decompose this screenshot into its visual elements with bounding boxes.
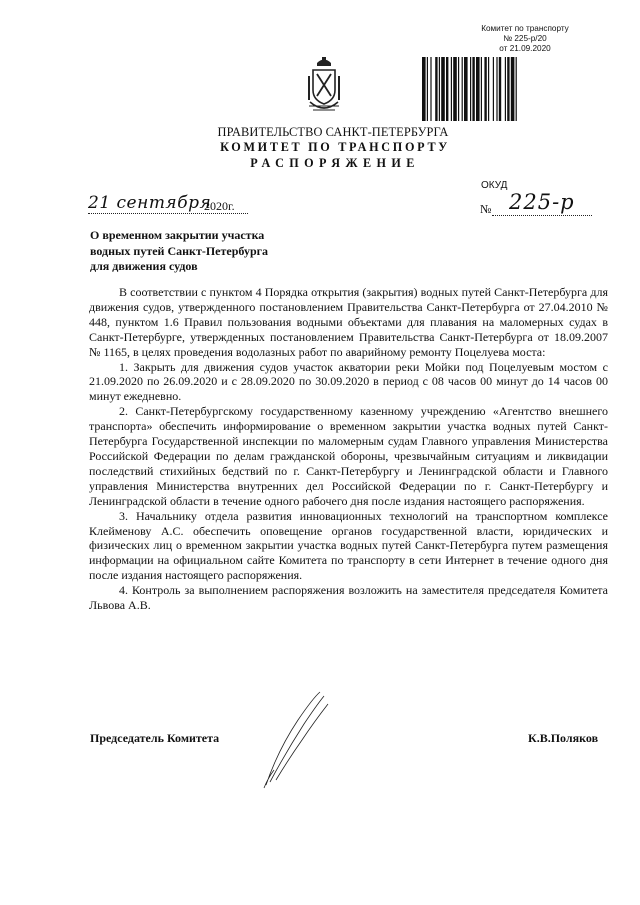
handwritten-date: 21 сентября — [88, 193, 212, 213]
date-underline — [88, 213, 248, 214]
number-underline — [492, 215, 592, 216]
signatory-name: К.В.Поляков — [528, 731, 599, 745]
item-4-paragraph: 4. Контроль за выполнением распоряжения возложить на заместителя председателя Комитета Львова А.В. — [89, 583, 608, 613]
item-3-paragraph: 3. Начальнику отдела развития инновационных технологий на транспортном комплексе Клейменову А.С. обеспечить оповещение органов государственной власти, юридических и физических лиц о временном закрытии участка водных путей Санкт-Петербурга путем размещения информации на официальном сайте Комитета по транспорту в сети Интернет в течение одного дня после издания настоящего распоряжения. — [89, 508, 608, 583]
barcode-bar — [511, 57, 515, 121]
title-line-3: для движения судов — [90, 259, 198, 274]
barcode-bar — [470, 57, 471, 121]
barcode-bar — [481, 57, 482, 121]
barcode-bar — [464, 57, 468, 121]
handwritten-signature — [258, 690, 338, 790]
barcode-bar — [453, 57, 457, 121]
barcode-bar — [451, 57, 452, 121]
barcode-bar — [499, 57, 501, 121]
barcode-bar — [472, 57, 474, 121]
government-heading: ПРАВИТЕЛЬСТВО САНКТ-ПЕТЕРБУРГА — [217, 125, 449, 139]
intro-paragraph: В соответствии с пунктом 4 Порядка открытия (закрытия) водных путей Санкт-Петербурга для движения судов, утвержденного постановлением Правительства Санкт-Петербурга от 27.04.2010 № 448, пунктом 1.6 Правил пользования водными объектами для плавания на маломерных судах в Санкт-Петербурге, утвержденных постановлением Правительства Санкт-Петербурга от 18.09.2007 № 1165, в целях проведения водолазных работ по аварийному ремонту Поцелуева моста: — [89, 285, 608, 359]
date-year: 2020г. — [204, 199, 235, 213]
barcode-bar — [430, 57, 431, 121]
barcode-bar — [446, 57, 448, 121]
barcode — [422, 57, 574, 121]
barcode-bar — [507, 57, 509, 121]
barcode-bar — [462, 57, 463, 121]
stamp-line-number: № 225-р/20 — [503, 34, 547, 43]
signatory-position: Председатель Комитета — [90, 731, 220, 745]
barcode-bar — [458, 57, 459, 121]
coat-of-arms-emblem — [305, 56, 343, 118]
title-line-2: водных путей Санкт-Петербурга — [90, 243, 269, 258]
barcode-bar — [484, 57, 486, 121]
stamp-line-date: от 21.09.2020 — [499, 44, 551, 53]
document-date — [88, 193, 258, 215]
registration-stamp — [470, 24, 580, 54]
title-line-1: О временном закрытии участка — [90, 228, 265, 242]
barcode-bar — [505, 57, 506, 121]
barcode-bar — [476, 57, 480, 121]
committee-heading: КОМИТЕТ ПО ТРАНСПОРТУ — [220, 140, 450, 154]
barcode-bar — [496, 57, 497, 121]
barcode-bar — [516, 57, 517, 121]
barcode-bar — [493, 57, 494, 121]
stamp-line-committee: Комитет по транспорту — [481, 24, 569, 33]
barcode-bar — [422, 57, 426, 121]
item-2-paragraph: 2. Санкт-Петербургскому государственному казенному учреждению «Агентство внешнего транспорта» обеспечить информирование о временном закрытии участка водных путей Санкт-Петербурга Государственной инспекции по маломерным судам Главного управления Министерства Российской Федерации по делам гражданской обороны, чрезвычайным ситуациям и ликвидации последствий стихийных бедствий по г. Санкт-Петербургу и Ленинградской области и Главного управления Министерства внутренних дел Российской Федерации по г. Санкт-Петербургу и Ленинградской области в течение одного рабочего дня после издания настоящего распоряжения. — [89, 404, 608, 508]
barcode-bar — [439, 57, 440, 121]
document-body — [89, 285, 608, 613]
number-label: № — [480, 202, 492, 216]
document-title — [90, 228, 268, 275]
barcode-bar — [441, 57, 445, 121]
document-type-heading: РАСПОРЯЖЕНИЕ — [250, 156, 420, 170]
barcode-bar — [435, 57, 437, 121]
barcode-bar — [488, 57, 489, 121]
okud-label: ОКУД — [481, 180, 508, 191]
item-1-paragraph: 1. Закрыть для движения судов участок акватории реки Мойки под Поцелуевым мостом с 21.09.2020 по 26.09.2020 и с 28.09.2020 по 30.09.2020 в период с 08 часов 00 минут до 14 часов 00 минут ежедневно. — [89, 359, 608, 404]
handwritten-number: 225-р — [509, 190, 575, 214]
barcode-bar — [427, 57, 428, 121]
